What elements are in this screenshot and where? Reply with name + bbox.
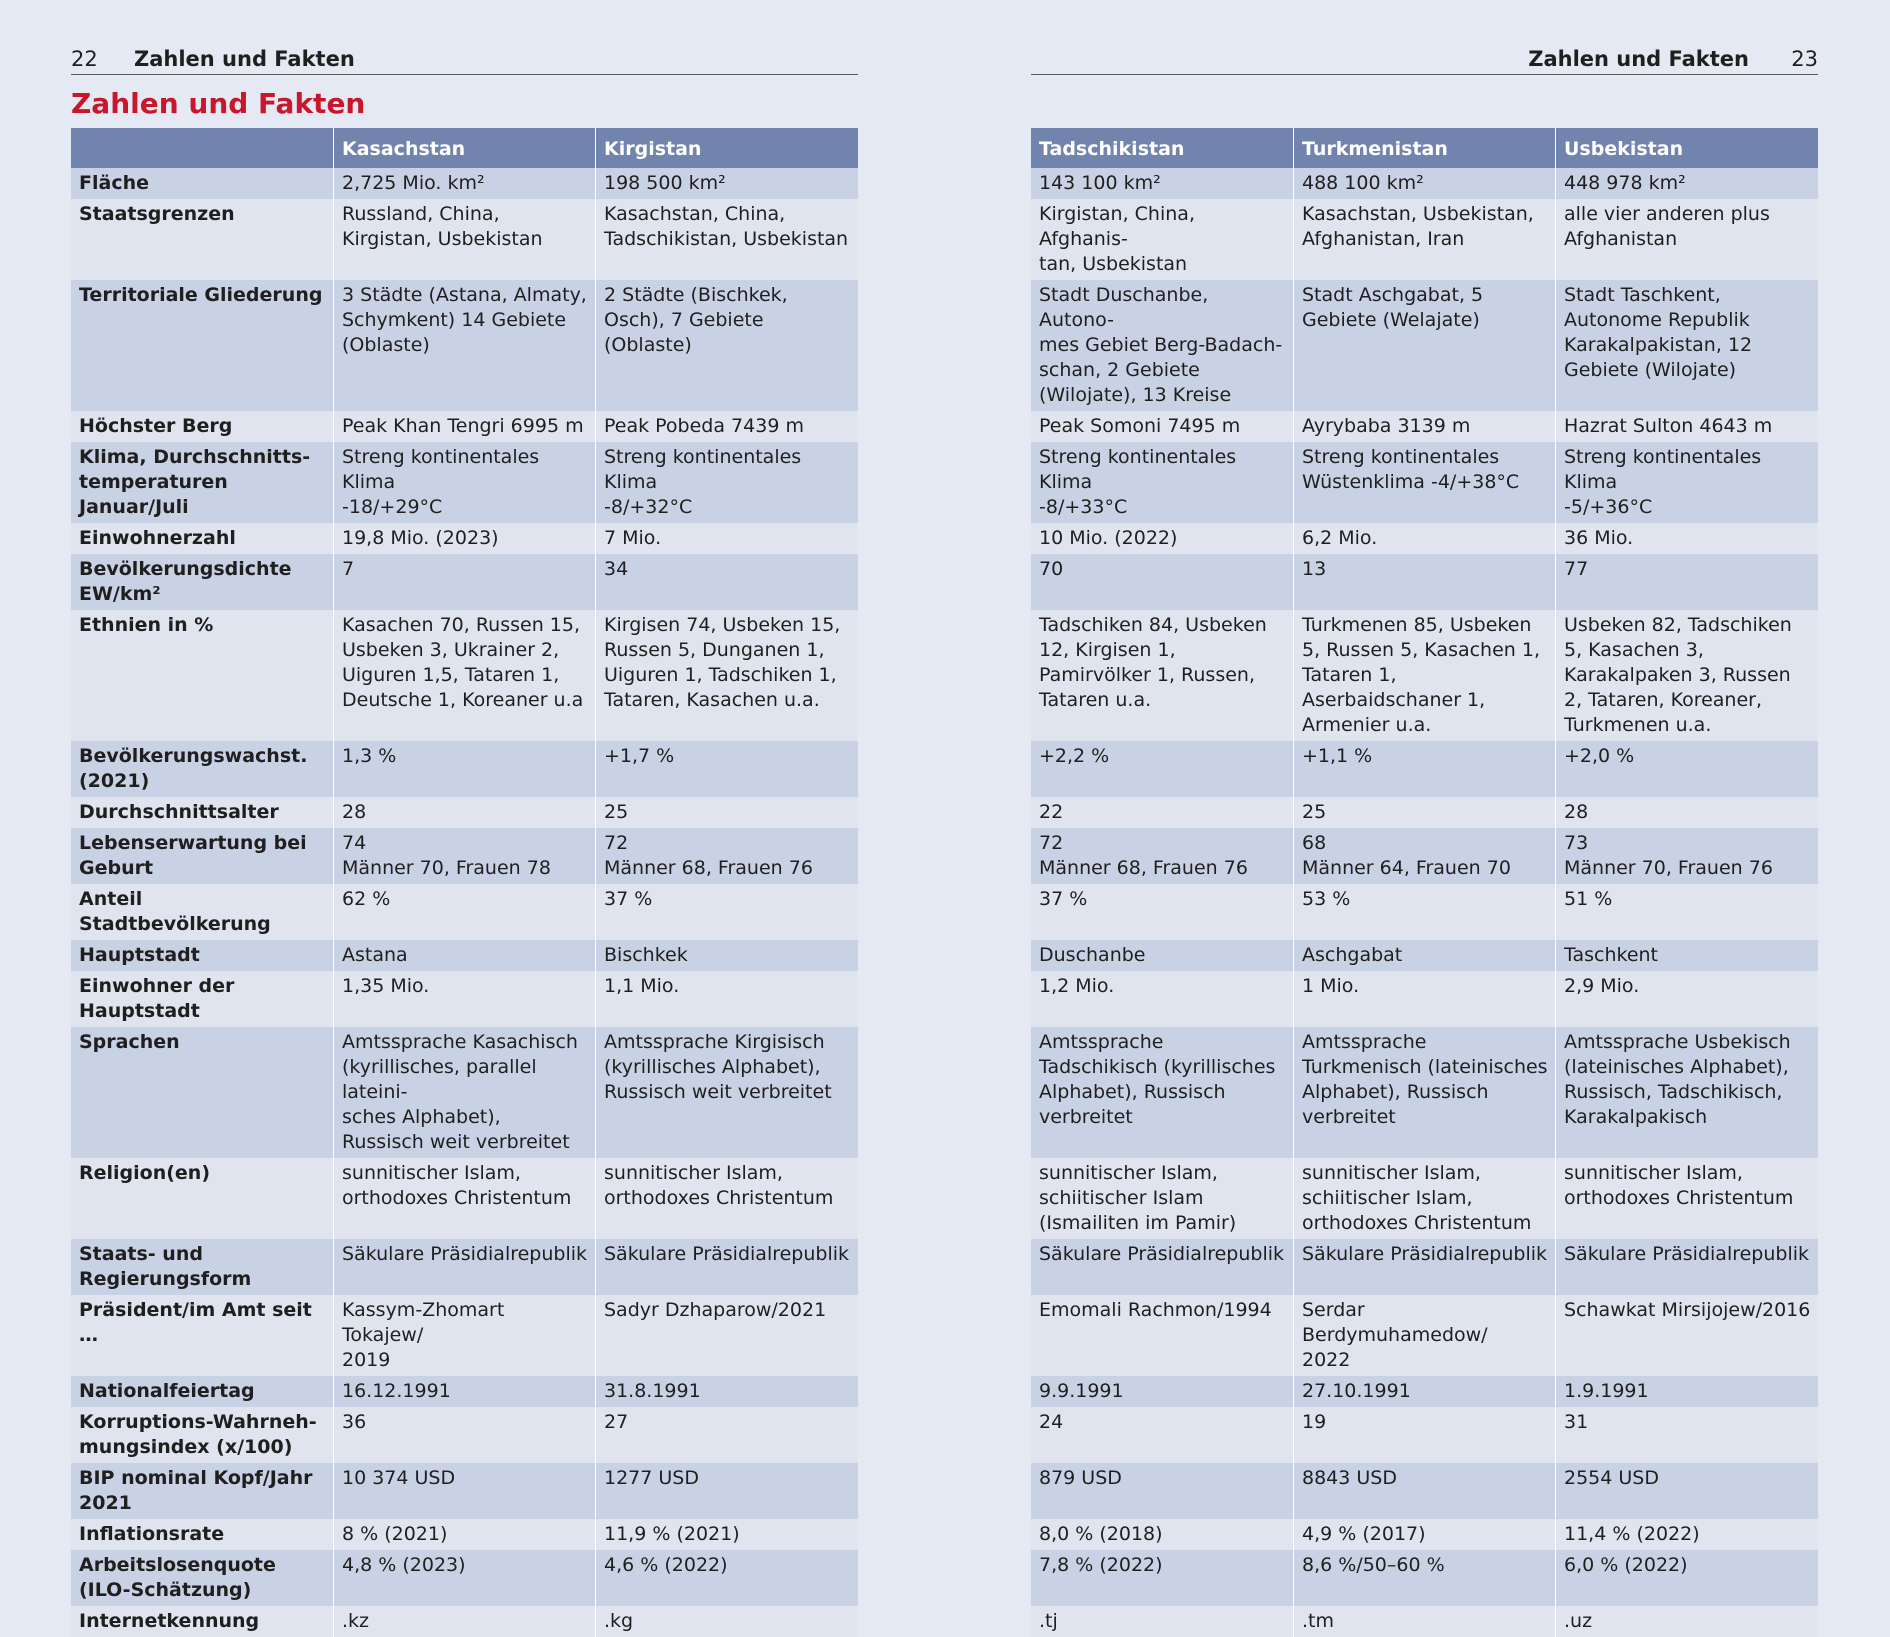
- facts-table-left: [71, 128, 858, 1637]
- table-cell: Aschgabat: [1293, 940, 1555, 971]
- table-cell: Amtssprache Usbekisch (lateinisches Alphabet), Russisch, Tadschikisch, Karakalpakisch: [1555, 1027, 1818, 1158]
- table-row: [1031, 523, 1818, 554]
- table-cell: Stadt Aschgabat, 5 Gebiete (Welajate): [1293, 280, 1555, 411]
- table-cell: 34: [595, 554, 858, 610]
- table-cell: 2,9 Mio.: [1555, 971, 1818, 1027]
- table-cell: 72 Männer 68, Frauen 76: [1031, 828, 1293, 884]
- table-cell: 198 500 km²: [595, 168, 858, 199]
- table-cell: 7,8 % (2022): [1031, 1550, 1293, 1606]
- table-cell: 27: [595, 1407, 858, 1463]
- table-cell: sunnitischer Islam, orthodoxes Christentum: [333, 1158, 595, 1239]
- table-cell: 1277 USD: [595, 1463, 858, 1519]
- table-cell: Schawkat Mirsijojew/2016: [1555, 1295, 1818, 1376]
- table-cell: Amtssprache Kasachisch (kyrillisches, parallel lateini- sches Alphabet), Russisch weit verbreitet: [333, 1027, 595, 1158]
- table-cell: 19,8 Mio. (2023): [333, 523, 595, 554]
- table-cell: 16.12.1991: [333, 1376, 595, 1407]
- table-cell: Streng kontinentales Klima -8/+32°C: [595, 442, 858, 523]
- table-cell: sunnitischer Islam, schiitischer Islam, orthodoxes Christentum: [1293, 1158, 1555, 1239]
- table-cell: Säkulare Präsidialrepublik: [1293, 1239, 1555, 1295]
- table-cell: 36: [333, 1407, 595, 1463]
- page-number-left: 22: [71, 47, 98, 71]
- table-cell: Säkulare Präsidialrepublik: [1555, 1239, 1818, 1295]
- table-row: [1031, 828, 1818, 884]
- row-label: Einwohnerzahl: [71, 523, 333, 554]
- running-title-right: Zahlen und Fakten: [1528, 47, 1749, 71]
- table-row: [71, 1407, 858, 1463]
- table-cell: 28: [333, 797, 595, 828]
- table-cell: Amtssprache Tadschikisch (kyrillisches Alphabet), Russisch verbreitet: [1031, 1027, 1293, 1158]
- table-row: [71, 199, 858, 280]
- table-cell: sunnitischer Islam, orthodoxes Christentum: [1555, 1158, 1818, 1239]
- table-cell: 7 Mio.: [595, 523, 858, 554]
- page-number-right: 23: [1791, 47, 1818, 71]
- table-cell: Usbeken 82, Tadschiken 5, Kasachen 3, Karakalpaken 3, Russen 2, Tataren, Koreaner, Turkmenen u.a.: [1555, 610, 1818, 741]
- table-row: [1031, 1295, 1818, 1376]
- table-row: [71, 554, 858, 610]
- table-cell: 2,725 Mio. km²: [333, 168, 595, 199]
- table-row: [1031, 971, 1818, 1027]
- table-cell: Kassym-Zhomart Tokajew/ 2019: [333, 1295, 595, 1376]
- table-cell: 448 978 km²: [1555, 168, 1818, 199]
- table-cell: Russland, China, Kirgistan, Usbekistan: [333, 199, 595, 280]
- table-cell: Kirgisen 74, Usbeken 15, Russen 5, Dunganen 1, Uiguren 1, Tadschiken 1, Tataren, Kasachen u.a.: [595, 610, 858, 741]
- table-cell: 74 Männer 70, Frauen 78: [333, 828, 595, 884]
- table-cell: 28: [1555, 797, 1818, 828]
- table-cell: 68 Männer 64, Frauen 70: [1293, 828, 1555, 884]
- table-cell: Amtssprache Turkmenisch (lateinisches Alphabet), Russisch verbreitet: [1293, 1027, 1555, 1158]
- column-header-label: [71, 128, 333, 168]
- table-cell: .tm: [1293, 1606, 1555, 1637]
- table-row: [1031, 1158, 1818, 1239]
- row-label: Einwohner der Hauptstadt: [71, 971, 333, 1027]
- running-header-left: [71, 44, 858, 75]
- row-label: Bevölkerungsdichte EW/km²: [71, 554, 333, 610]
- table-cell: 1,2 Mio.: [1031, 971, 1293, 1027]
- table-cell: 8,0 % (2018): [1031, 1519, 1293, 1550]
- table-cell: alle vier anderen plus Afghanistan: [1555, 199, 1818, 280]
- table-row: [71, 168, 858, 199]
- table-cell: 70: [1031, 554, 1293, 610]
- table-cell: Tadschiken 84, Usbeken 12, Kirgisen 1, Pamirvölker 1, Russen, Tataren u.a.: [1031, 610, 1293, 741]
- table-cell: 8,6 %/50–60 %: [1293, 1550, 1555, 1606]
- table-cell: 8 % (2021): [333, 1519, 595, 1550]
- table-cell: 37 %: [595, 884, 858, 940]
- table-row: [71, 280, 858, 411]
- row-label: Staatsgrenzen: [71, 199, 333, 280]
- row-label: Hauptstadt: [71, 940, 333, 971]
- table-cell: 19: [1293, 1407, 1555, 1463]
- table-cell: 51 %: [1555, 884, 1818, 940]
- table-cell: Taschkent: [1555, 940, 1818, 971]
- table-cell: 72 Männer 68, Frauen 76: [595, 828, 858, 884]
- table-row: [71, 1463, 858, 1519]
- table-row: [1031, 1027, 1818, 1158]
- table-cell: 488 100 km²: [1293, 168, 1555, 199]
- row-label: Klima, Durchschnitts- temperaturen Januar/Juli: [71, 442, 333, 523]
- table-cell: Kasachstan, China, Tadschikistan, Usbekistan: [595, 199, 858, 280]
- table-row: [71, 828, 858, 884]
- table-cell: Säkulare Präsidialrepublik: [1031, 1239, 1293, 1295]
- table-row: [71, 1158, 858, 1239]
- row-label: Höchster Berg: [71, 411, 333, 442]
- table-cell: Kasachstan, Usbekistan, Afghanistan, Iran: [1293, 199, 1555, 280]
- table-row: [1031, 610, 1818, 741]
- row-label: Ethnien in %: [71, 610, 333, 741]
- table-cell: Kasachen 70, Russen 15, Usbeken 3, Ukrainer 2, Uiguren 1,5, Tataren 1, Deutsche 1, Koreaner u.a: [333, 610, 595, 741]
- table-cell: 7: [333, 554, 595, 610]
- table-cell: +2,0 %: [1555, 741, 1818, 797]
- table-cell: 25: [595, 797, 858, 828]
- table-cell: +2,2 %: [1031, 741, 1293, 797]
- row-label: Bevölkerungswachst. (2021): [71, 741, 333, 797]
- table-row: [71, 971, 858, 1027]
- table-cell: Astana: [333, 940, 595, 971]
- table-cell: 6,0 % (2022): [1555, 1550, 1818, 1606]
- table-cell: 10 374 USD: [333, 1463, 595, 1519]
- table-row: [1031, 554, 1818, 610]
- table-row: [1031, 741, 1818, 797]
- table-cell: 879 USD: [1031, 1463, 1293, 1519]
- row-label: Territoriale Gliederung: [71, 280, 333, 411]
- table-row: [1031, 280, 1818, 411]
- table-cell: 3 Städte (Astana, Almaty, Schymkent) 14 Gebiete (Oblaste): [333, 280, 595, 411]
- table-cell: 11,9 % (2021): [595, 1519, 858, 1550]
- table-row: [71, 523, 858, 554]
- table-cell: Streng kontinentales Klima -18/+29°C: [333, 442, 595, 523]
- table-row: [1031, 1239, 1818, 1295]
- table-cell: 1,1 Mio.: [595, 971, 858, 1027]
- table-cell: 6,2 Mio.: [1293, 523, 1555, 554]
- table-row: [71, 1239, 858, 1295]
- table-cell: 2 Städte (Bischkek, Osch), 7 Gebiete (Oblaste): [595, 280, 858, 411]
- row-label: Internetkennung: [71, 1606, 333, 1637]
- table-cell: Ayrybaba 3139 m: [1293, 411, 1555, 442]
- table-cell: 1.9.1991: [1555, 1376, 1818, 1407]
- table-cell: Duschanbe: [1031, 940, 1293, 971]
- table-row: [1031, 168, 1818, 199]
- table-row: [71, 884, 858, 940]
- row-label: Fläche: [71, 168, 333, 199]
- table-header-row: [71, 128, 858, 168]
- table-row: [1031, 1519, 1818, 1550]
- facts-table-right: [1031, 128, 1818, 1637]
- table-cell: 31.8.1991: [595, 1376, 858, 1407]
- table-cell: .tj: [1031, 1606, 1293, 1637]
- table-cell: .kg: [595, 1606, 858, 1637]
- table-cell: Emomali Rachmon/1994: [1031, 1295, 1293, 1376]
- table-header-row: [1031, 128, 1818, 168]
- column-header-kasachstan: Kasachstan: [333, 128, 595, 168]
- table-row: [71, 1519, 858, 1550]
- table-row: [71, 610, 858, 741]
- table-row: [71, 741, 858, 797]
- table-cell: Streng kontinentales Klima -8/+33°C: [1031, 442, 1293, 523]
- table-row: [1031, 199, 1818, 280]
- table-cell: Kirgistan, China, Afghanis- tan, Usbekistan: [1031, 199, 1293, 280]
- section-title: Zahlen und Fakten: [71, 87, 366, 120]
- table-row: [1031, 1376, 1818, 1407]
- table-row: [1031, 1550, 1818, 1606]
- table-row: [1031, 797, 1818, 828]
- table-cell: 25: [1293, 797, 1555, 828]
- table-cell: 73 Männer 70, Frauen 76: [1555, 828, 1818, 884]
- table-cell: 1,3 %: [333, 741, 595, 797]
- table-cell: Sadyr Dzhaparow/2021: [595, 1295, 858, 1376]
- table-cell: .uz: [1555, 1606, 1818, 1637]
- table-cell: 22: [1031, 797, 1293, 828]
- table-cell: 13: [1293, 554, 1555, 610]
- row-label: Religion(en): [71, 1158, 333, 1239]
- table-cell: sunnitischer Islam, orthodoxes Christentum: [595, 1158, 858, 1239]
- table-row: [1031, 1407, 1818, 1463]
- table-cell: Amtssprache Kirgisisch (kyrillisches Alphabet), Russisch weit verbreitet: [595, 1027, 858, 1158]
- table-cell: Säkulare Präsidialrepublik: [595, 1239, 858, 1295]
- row-label: Sprachen: [71, 1027, 333, 1158]
- table-row: [71, 1550, 858, 1606]
- running-title-left: Zahlen und Fakten: [134, 47, 355, 71]
- table-cell: 2554 USD: [1555, 1463, 1818, 1519]
- table-cell: 11,4 % (2022): [1555, 1519, 1818, 1550]
- row-label: Arbeitslosenquote (ILO-Schätzung): [71, 1550, 333, 1606]
- table-cell: .kz: [333, 1606, 595, 1637]
- table-cell: 8843 USD: [1293, 1463, 1555, 1519]
- table-cell: 1,35 Mio.: [333, 971, 595, 1027]
- table-cell: Stadt Taschkent, Autonome Republik Karakalpakistan, 12 Gebiete (Wilojate): [1555, 280, 1818, 411]
- table-cell: 36 Mio.: [1555, 523, 1818, 554]
- table-row: [1031, 1606, 1818, 1637]
- table-row: [1031, 411, 1818, 442]
- row-label: Nationalfeiertag: [71, 1376, 333, 1407]
- row-label: Durchschnittsalter: [71, 797, 333, 828]
- table-cell: 31: [1555, 1407, 1818, 1463]
- table-row: [71, 1295, 858, 1376]
- table-row: [71, 940, 858, 971]
- table-cell: Peak Somoni 7495 m: [1031, 411, 1293, 442]
- table-cell: Turkmenen 85, Usbeken 5, Russen 5, Kasachen 1, Tataren 1, Aserbaidschaner 1, Armenier u.a.: [1293, 610, 1555, 741]
- row-label: BIP nominal Kopf/Jahr 2021: [71, 1463, 333, 1519]
- table-cell: Peak Khan Tengri 6995 m: [333, 411, 595, 442]
- table-cell: Streng kontinentales Wüstenklima -4/+38°C: [1293, 442, 1555, 523]
- table-row: [71, 442, 858, 523]
- table-row: [71, 1027, 858, 1158]
- table-cell: 27.10.1991: [1293, 1376, 1555, 1407]
- running-header-right: [1031, 44, 1818, 75]
- table-cell: sunnitischer Islam, schiitischer Islam (Ismailiten im Pamir): [1031, 1158, 1293, 1239]
- column-header-tadschikistan: Tadschikistan: [1031, 128, 1293, 168]
- table-row: [1031, 442, 1818, 523]
- table-cell: 143 100 km²: [1031, 168, 1293, 199]
- table-cell: Bischkek: [595, 940, 858, 971]
- table-cell: 37 %: [1031, 884, 1293, 940]
- table-cell: 9.9.1991: [1031, 1376, 1293, 1407]
- row-label: Inflationsrate: [71, 1519, 333, 1550]
- table-row: [1031, 884, 1818, 940]
- column-header-turkmenistan: Turkmenistan: [1293, 128, 1555, 168]
- table-row: [71, 411, 858, 442]
- column-header-usbekistan: Usbekistan: [1555, 128, 1818, 168]
- table-cell: +1,1 %: [1293, 741, 1555, 797]
- table-cell: 1 Mio.: [1293, 971, 1555, 1027]
- table-cell: Streng kontinentales Klima -5/+36°C: [1555, 442, 1818, 523]
- table-cell: 4,6 % (2022): [595, 1550, 858, 1606]
- table-cell: Stadt Duschanbe, Autono- mes Gebiet Berg-Badach- schan, 2 Gebiete (Wilojate), 13 Kreise: [1031, 280, 1293, 411]
- table-cell: Serdar Berdymuhamedow/ 2022: [1293, 1295, 1555, 1376]
- table-cell: 4,8 % (2023): [333, 1550, 595, 1606]
- table-cell: 24: [1031, 1407, 1293, 1463]
- row-label: Anteil Stadtbevölkerung: [71, 884, 333, 940]
- row-label: Lebenserwartung bei Geburt: [71, 828, 333, 884]
- table-cell: 62 %: [333, 884, 595, 940]
- table-row: [1031, 1463, 1818, 1519]
- row-label: Präsident/im Amt seit …: [71, 1295, 333, 1376]
- table-cell: +1,7 %: [595, 741, 858, 797]
- table-cell: Peak Pobeda 7439 m: [595, 411, 858, 442]
- table-cell: 53 %: [1293, 884, 1555, 940]
- table-cell: 77: [1555, 554, 1818, 610]
- table-row: [71, 1606, 858, 1637]
- row-label: Korruptions-Wahrneh- mungsindex (x/100): [71, 1407, 333, 1463]
- table-cell: Säkulare Präsidialrepublik: [333, 1239, 595, 1295]
- table-row: [71, 1376, 858, 1407]
- table-row: [1031, 940, 1818, 971]
- table-cell: 4,9 % (2017): [1293, 1519, 1555, 1550]
- table-cell: 10 Mio. (2022): [1031, 523, 1293, 554]
- table-cell: Hazrat Sulton 4643 m: [1555, 411, 1818, 442]
- column-header-kirgistan: Kirgistan: [595, 128, 858, 168]
- row-label: Staats- und Regierungsform: [71, 1239, 333, 1295]
- table-row: [71, 797, 858, 828]
